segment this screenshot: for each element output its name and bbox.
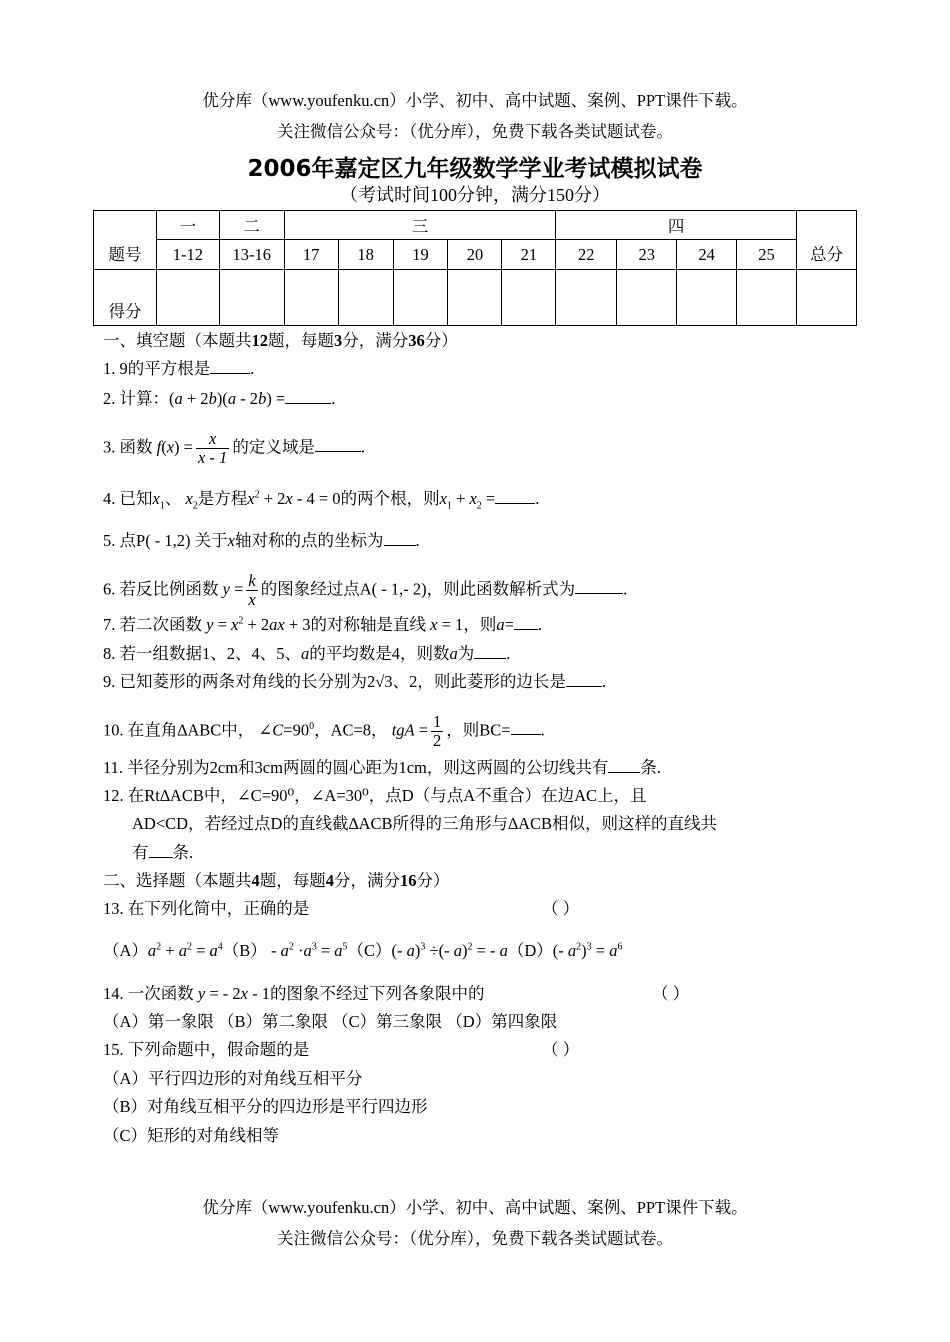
answer-blank[interactable] [474, 643, 506, 659]
question-12-line-1: 12. 在Rt∆ACB中，∠C=90⁰，∠A=30⁰，点D（与点A不重合）在边AC上，且 [103, 786, 647, 805]
answer-paren[interactable]: （ ） [652, 984, 690, 1003]
answer-blank[interactable] [315, 436, 361, 452]
row-label-score: 得分 [94, 270, 157, 326]
score-cell[interactable] [556, 270, 617, 326]
row-label-question-no: 题号 [94, 211, 157, 270]
question-3: 3. 函数 f(x) = $\frac{x}{x - 1}$ 的定义域是 . [103, 429, 365, 467]
part2-heading: 二、选择题（本题共4题，每题4分，满分16分） [103, 871, 450, 890]
question-1: 1. 9的平方根是 . [103, 359, 255, 378]
score-cell[interactable] [393, 270, 448, 326]
score-cell[interactable] [737, 270, 797, 326]
item-header: 20 [448, 240, 502, 270]
item-header: 22 [556, 240, 617, 270]
answer-blank[interactable] [608, 757, 640, 773]
item-header: 13-16 [219, 240, 284, 270]
question-4: 4. 已知$x_1$、 $x_2$是方程$x^2 + 2x - 4 = 0$的两个根，则$x_1 + x_2$ = . [103, 489, 540, 512]
question-2: 2. 计算：(a + 2b)(a - 2b) = . [103, 389, 336, 408]
question-12-line-3: 有 条. [132, 843, 194, 862]
score-cell[interactable] [448, 270, 502, 326]
item-header: 23 [617, 240, 677, 270]
score-cell[interactable] [502, 270, 556, 326]
question-6: 6. 若反比例函数 y = $\frac{k}{x}$ 的图象经过点A( - 1,- 2)，则此函数解析式为 . [103, 571, 628, 609]
answer-blank[interactable] [511, 719, 541, 735]
answer-paren[interactable]: （ ） [542, 899, 580, 918]
item-header: 1-12 [156, 240, 219, 270]
item-header: 25 [737, 240, 797, 270]
question-13-options: $(A)a^2 + a^2 = a^4(B) - a^2 \cdot a^3 = a^5(C)(-$ a)$^3$ ÷(- a)$^2$ = - a（D）(- $a^2)^3 = a^6$ [103, 941, 623, 960]
page-title: 2006年嘉定区九年级数学学业考试模拟试卷 [247, 156, 703, 182]
score-cell[interactable] [677, 270, 737, 326]
score-cell[interactable] [219, 270, 284, 326]
item-header: 19 [393, 240, 448, 270]
question-15-option-a: （A）平行四边形的对角线互相平分 [103, 1069, 363, 1088]
section-header: 二 [219, 211, 284, 240]
item-header: 17 [284, 240, 338, 270]
answer-blank[interactable] [495, 488, 535, 504]
question-8: 8. 若一组数据1、2、4、5、a的平均数是4，则数a为 . [103, 644, 511, 663]
item-header: 24 [677, 240, 737, 270]
part1-heading: 一、填空题（本题共12题，每题3分，满分36分） [103, 331, 458, 350]
section-header: 一 [156, 211, 219, 240]
answer-blank[interactable] [514, 614, 538, 630]
fraction: $\frac{1}{2}$ [433, 712, 442, 750]
page-subtitle: （考试时间100分钟，满分150分） [340, 185, 610, 205]
answer-blank[interactable] [210, 358, 250, 374]
question-9: 9. 已知菱形的两条对角线的长分别为2√3、2，则此菱形的边长是 . [103, 672, 606, 691]
score-cell[interactable] [156, 270, 219, 326]
question-14-options: （A）第一象限 （B）第二象限 （C）第三象限 （D）第四象限 [103, 1012, 558, 1031]
answer-blank[interactable] [285, 388, 331, 404]
score-cell[interactable] [284, 270, 338, 326]
answer-paren[interactable]: （ ） [542, 1040, 580, 1059]
question-13: 13. 在下列化简中，正确的是 [103, 899, 310, 918]
footer-line-1: 优分库（www.youfenku.cn）小学、初中、高中试题、案例、PPT课件下载。 [202, 1198, 748, 1217]
question-12-line-2: AD<CD，若经过点D的直线截∆ACB所得的三角形与∆ACB相似，则这样的直线共 [132, 814, 718, 833]
answer-blank[interactable] [566, 671, 602, 687]
fraction: $\frac{x}{x - 1}$ [197, 429, 228, 467]
score-cell[interactable] [796, 270, 856, 326]
question-15: 15. 下列命题中，假命题的是 [103, 1040, 310, 1059]
section-header: 三 [284, 211, 556, 240]
question-11: 11. 半径分别为2cm和3cm两圆的圆心距为1cm，则这两圆的公切线共有 条. [103, 758, 661, 777]
header-line-1: 优分库（www.youfenku.cn）小学、初中、高中试题、案例、PPT课件下载。 [202, 91, 748, 110]
score-cell[interactable] [338, 270, 393, 326]
question-14: 14. 一次函数 y = - 2x - 1的图象不经过下列各象限中的 [103, 984, 485, 1003]
footer-line-2: 关注微信公众号：（优分库），免费下载各类试题试卷。 [277, 1229, 673, 1248]
fraction: $\frac{k}{x}$ [248, 571, 256, 609]
header-line-2: 关注微信公众号：（优分库），免费下载各类试题试卷。 [277, 122, 673, 141]
question-7: 7. 若二次函数 $y = x^2 + 2ax + 3$的对称轴是直线 x = 1，则a= . [103, 615, 542, 634]
score-cell[interactable] [617, 270, 677, 326]
total-label: 总分 [796, 211, 856, 270]
item-header: 18 [338, 240, 393, 270]
section-header: 四 [556, 211, 797, 240]
answer-blank[interactable] [575, 578, 623, 594]
answer-blank[interactable] [384, 530, 416, 546]
score-table [93, 210, 857, 326]
item-header: 21 [502, 240, 556, 270]
answer-blank[interactable] [149, 842, 173, 858]
question-10: 10. 在直角∆ABC中， $\angle C=90^0$，AC=8， tgA = $\frac{1}{2}$ ，则BC= . [103, 712, 545, 750]
question-15-option-c: （C）矩形的对角线相等 [103, 1126, 280, 1145]
question-5: 5. 点P( - 1,2) 关于x轴对称的点的坐标为 . [103, 531, 420, 550]
question-15-option-b: （B）对角线互相平分的四边形是平行四边形 [103, 1097, 428, 1116]
